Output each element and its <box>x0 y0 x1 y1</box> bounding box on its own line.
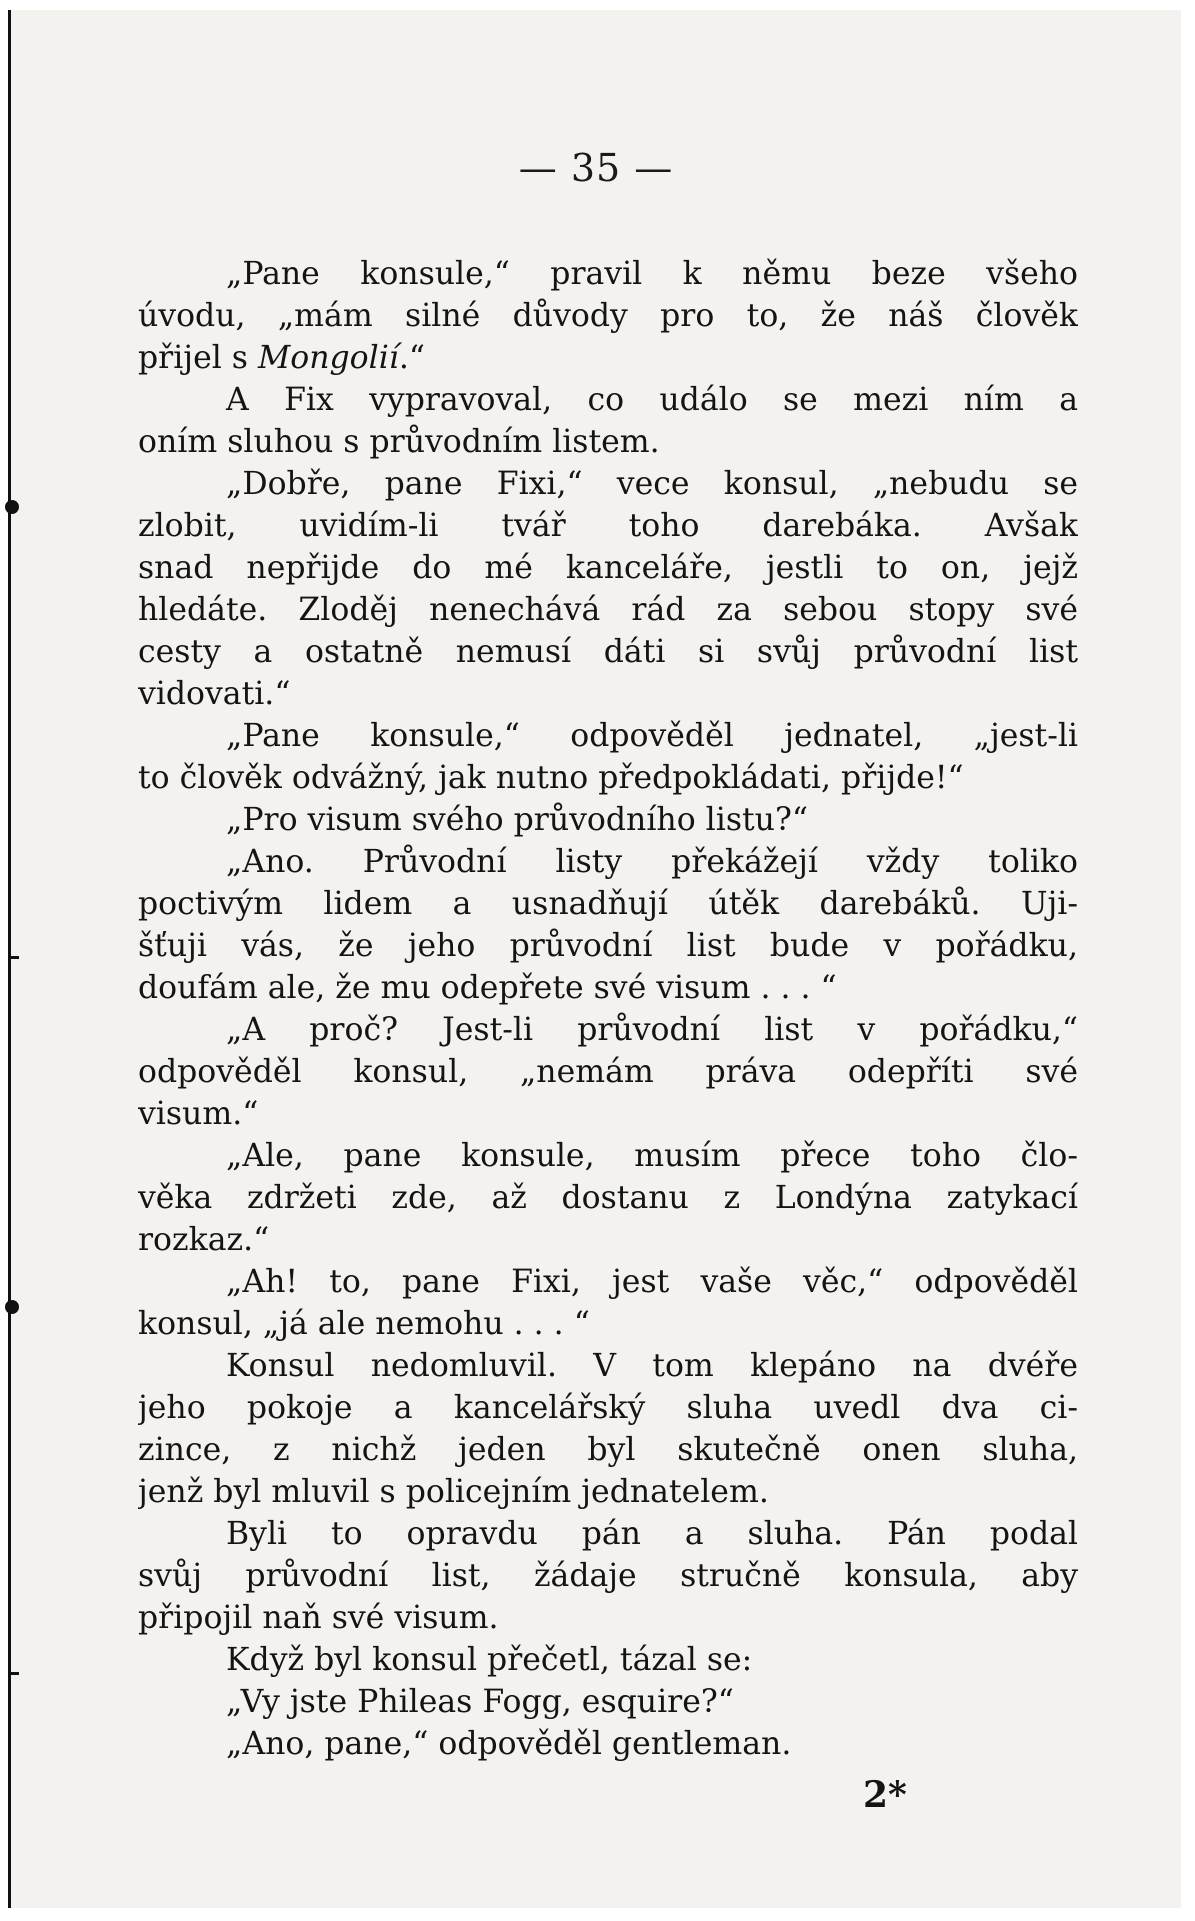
text-line: „Pane konsule,“ pravil k němu beze všeho <box>226 256 1078 292</box>
text-line: zince, z nichž jeden byl skutečně onen sluha, <box>138 1432 1078 1468</box>
text-line: šťuji vás, že jeho průvodní list bude v pořádku, <box>138 928 1078 964</box>
text-line: jenž byl mluvil s policejním jednatelem. <box>138 1474 769 1510</box>
text-line: svůj průvodní list, žádaje stručně konsula, aby <box>138 1558 1078 1594</box>
text-line: připojil naň své visum. <box>138 1600 499 1636</box>
text-line: Když byl konsul přečetl, tázal se: <box>226 1642 753 1678</box>
text-line: „Ah! to, pane Fixi, jest vaše věc,“ odpověděl <box>226 1264 1078 1300</box>
text-line: Konsul nedomluvil. V tom klepáno na dvéře <box>226 1348 1078 1384</box>
text-line: zlobit, uvidím-li tvář toho darebáka. Avšak <box>138 508 1078 544</box>
body-text <box>138 253 1078 1765</box>
text-line: „Ano. Průvodní listy překážejí vždy toliko <box>226 844 1078 880</box>
text-line: visum.“ <box>138 1096 259 1132</box>
text-line: jeho pokoje a kancelářský sluha uvedl dva ci- <box>138 1390 1078 1426</box>
text-line: „Ano, pane,“ odpověděl gentleman. <box>226 1726 792 1762</box>
text-line: „Pro visum svého průvodního listu?“ <box>226 802 808 838</box>
text-line: vidovati.“ <box>138 676 291 712</box>
text-line: snad nepřijde do mé kanceláře, jestli to on, jejž <box>138 550 1078 586</box>
text-line: přijel s Mongolií.“ <box>138 340 425 376</box>
text-line: Byli to opravdu pán a sluha. Pán podal <box>226 1516 1078 1552</box>
text-line: odpověděl konsul, „nemám práva odepříti své <box>138 1054 1078 1090</box>
edge-tick <box>9 1672 19 1675</box>
text-line: úvodu, „mám silné důvody pro to, že náš člověk <box>138 298 1078 334</box>
text-line: cesty a ostatně nemusí dáti si svůj průvodní list <box>138 634 1078 670</box>
edge-tick <box>9 956 19 959</box>
text-line: věka zdržeti zde, až dostanu z Londýna zatykací <box>138 1180 1078 1216</box>
text-line: konsul, „já ale nemohu . . . “ <box>138 1306 590 1342</box>
text-line: „Pane konsule,“ odpověděl jednatel, „jest-li <box>226 718 1078 754</box>
text-line: „Ale, pane konsule, musím přece toho člo- <box>226 1138 1078 1174</box>
signature-mark: 2* <box>863 1774 907 1816</box>
text-line: oním sluhou s průvodním listem. <box>138 424 660 460</box>
text-line: to člověk odvážný, jak nutno předpokládati, přijde!“ <box>138 760 964 796</box>
book-page <box>8 10 1181 1908</box>
text-line: hledáte. Zloděj nenechává rád za sebou stopy své <box>138 592 1078 628</box>
binding-mark <box>5 1300 19 1314</box>
text-line: rozkaz.“ <box>138 1222 270 1258</box>
text-line: „Dobře, pane Fixi,“ vece konsul, „nebudu se <box>226 466 1078 502</box>
text-line: doufám ale, že mu odepřete své visum . . . “ <box>138 970 837 1006</box>
binding-mark <box>5 500 19 514</box>
text-line: „Vy jste Phileas Fogg, esquire?“ <box>226 1684 734 1720</box>
text-line: „A proč? Jest-li průvodní list v pořádku,“ <box>226 1012 1078 1048</box>
text-line: poctivým lidem a usnadňují útěk darebáků. Uji- <box>138 886 1078 922</box>
page-number-header: — 35 — <box>518 146 674 190</box>
text-line: A Fix vypravoval, co událo se mezi ním a <box>226 382 1078 418</box>
